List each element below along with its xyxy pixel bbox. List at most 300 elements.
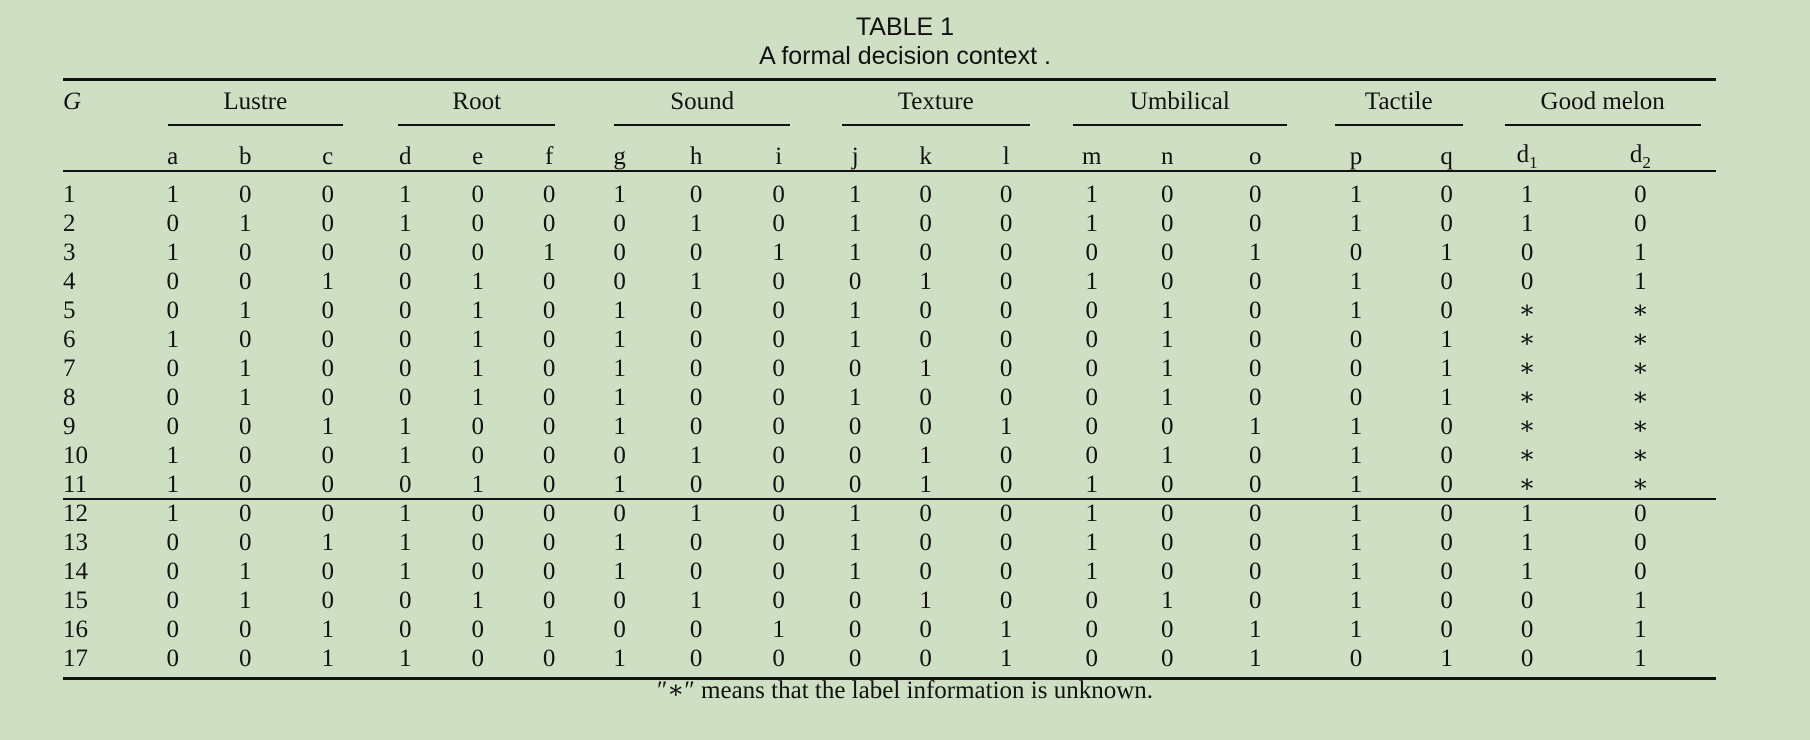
table-cell: 0 xyxy=(772,297,785,324)
table-cell: 0 xyxy=(772,181,785,208)
table-cell: 1 xyxy=(1520,210,1534,237)
table-cell: 1 xyxy=(689,500,703,527)
table-cell: 0 xyxy=(542,268,556,295)
decision-context-table-wrap xyxy=(63,80,1716,673)
table-cell: 1 xyxy=(613,471,626,498)
table-cell: 0 xyxy=(542,355,556,382)
table-cell: 1 xyxy=(848,326,862,353)
attr-header: c xyxy=(322,143,334,170)
table-cell: 1 xyxy=(238,587,252,614)
table-cell: 1 xyxy=(321,413,334,440)
table-cell: 0 xyxy=(166,587,179,614)
table-cell: 0 xyxy=(689,645,703,672)
table-cell: 0 xyxy=(613,616,626,643)
table-cell: 0 xyxy=(471,181,484,208)
table-cell: 0 xyxy=(1634,210,1647,237)
table-cell: 0 xyxy=(321,384,334,411)
table-cell: 1 xyxy=(1085,268,1098,295)
table-cell: 0 xyxy=(999,587,1013,614)
object-id-cell: 6 xyxy=(63,326,76,353)
table-cell: 0 xyxy=(398,297,412,324)
table-cell: 1 xyxy=(1440,239,1453,266)
table-cell: 0 xyxy=(398,326,412,353)
table-cell: 1 xyxy=(1349,181,1363,208)
table-cell: 0 xyxy=(1085,297,1098,324)
table-cell: 0 xyxy=(1634,181,1647,208)
table-cell: 0 xyxy=(999,355,1013,382)
table-cell: 1 xyxy=(919,442,932,469)
table-cell: 1 xyxy=(1634,587,1647,614)
table-cell: 0 xyxy=(1634,529,1647,556)
table-cell: 1 xyxy=(689,268,703,295)
table-cell: 0 xyxy=(689,529,703,556)
table-cell: 0 xyxy=(1160,181,1174,208)
attr-header: j xyxy=(851,143,859,170)
table-cell: 0 xyxy=(919,239,932,266)
table-cell: 1 xyxy=(238,384,252,411)
table-cell: 0 xyxy=(238,500,252,527)
table-cell: 0 xyxy=(321,297,334,324)
attr-header: d xyxy=(398,143,412,170)
table-cell: 0 xyxy=(848,616,862,643)
table-cell: 1 xyxy=(1440,384,1453,411)
table-cell: ∗ xyxy=(1631,355,1649,382)
table-cell: 0 xyxy=(1160,413,1174,440)
table-cell: 0 xyxy=(919,500,932,527)
table-cell: 0 xyxy=(689,413,703,440)
object-id-cell: 2 xyxy=(63,210,76,237)
table-cell: 0 xyxy=(999,239,1013,266)
table-cell: 1 xyxy=(166,500,179,527)
table-cell: 0 xyxy=(919,384,932,411)
table-cell: 0 xyxy=(238,268,252,295)
table-cell: 1 xyxy=(613,326,626,353)
table-cell: 0 xyxy=(772,558,785,585)
table-cell: 0 xyxy=(919,210,932,237)
group-lustre xyxy=(142,80,369,134)
table-cell: 1 xyxy=(166,326,179,353)
table-cell: 0 xyxy=(471,645,484,672)
table-cell: 0 xyxy=(772,413,785,440)
table-cell: 0 xyxy=(848,413,862,440)
table-cell: 0 xyxy=(689,558,703,585)
table-row xyxy=(63,267,1716,296)
table-cell: 1 xyxy=(1085,529,1098,556)
table-cell: 0 xyxy=(999,529,1013,556)
table-row xyxy=(63,383,1716,412)
table-cell: 1 xyxy=(613,529,626,556)
table-cell: ∗ xyxy=(1631,297,1649,324)
table-cell: 0 xyxy=(471,558,484,585)
attr-header: q xyxy=(1440,143,1453,170)
object-id-cell: 10 xyxy=(63,442,88,469)
table-cell: 0 xyxy=(1520,616,1534,643)
table-cell: 0 xyxy=(689,471,703,498)
table-cell: 0 xyxy=(689,239,703,266)
table-cell: 1 xyxy=(772,239,785,266)
table-cell: 1 xyxy=(1440,645,1453,672)
table-cell: 1 xyxy=(238,355,252,382)
table-cell: 0 xyxy=(471,500,484,527)
table-cell: 0 xyxy=(919,645,932,672)
table-cell: 0 xyxy=(1160,471,1174,498)
attr-header: a xyxy=(167,143,179,170)
table-cell: 0 xyxy=(613,268,626,295)
attr-header: h xyxy=(689,143,703,170)
table-cell: 1 xyxy=(613,645,626,672)
group-label-texture: Texture xyxy=(842,88,1030,126)
table-cell: 0 xyxy=(321,500,334,527)
table-cell: 0 xyxy=(613,210,626,237)
table-cell: 1 xyxy=(1085,181,1098,208)
attr-header: l xyxy=(1002,143,1010,170)
table-row xyxy=(63,615,1716,644)
table-cell: 0 xyxy=(1249,471,1262,498)
table-cell: 1 xyxy=(919,355,932,382)
table-cell: 0 xyxy=(166,355,179,382)
table-cell: 0 xyxy=(999,268,1013,295)
table-cell: 1 xyxy=(1520,529,1534,556)
group-texture xyxy=(820,80,1052,134)
table-cell: 0 xyxy=(542,210,556,237)
table-cell: ∗ xyxy=(1631,413,1649,440)
table-cell: 0 xyxy=(1085,239,1098,266)
table-cell: 0 xyxy=(398,471,412,498)
table-cell: 1 xyxy=(398,442,412,469)
object-id-cell: 13 xyxy=(63,529,88,556)
table-cell: 0 xyxy=(321,181,334,208)
table-cell: 1 xyxy=(1160,355,1174,382)
table-cell: 1 xyxy=(613,355,626,382)
object-id-cell: 15 xyxy=(63,587,88,614)
table-cell: 0 xyxy=(1249,210,1262,237)
table-cell: 1 xyxy=(1634,616,1647,643)
table-cell: 0 xyxy=(1349,326,1363,353)
table-caption-text: A formal decision context . xyxy=(759,42,1051,70)
group-label-root: Root xyxy=(398,88,555,126)
table-cell: 1 xyxy=(1249,616,1262,643)
table-cell: 0 xyxy=(166,297,179,324)
table-cell: 1 xyxy=(1634,645,1647,672)
table-cell: 0 xyxy=(166,384,179,411)
table-cell: 0 xyxy=(999,210,1013,237)
object-id-cell: 5 xyxy=(63,297,76,324)
table-cell: 0 xyxy=(1160,268,1174,295)
table-cell: 0 xyxy=(1440,181,1453,208)
table-cell: 0 xyxy=(1249,326,1262,353)
table-cell: ∗ xyxy=(1518,471,1536,498)
table-cell: 1 xyxy=(848,297,862,324)
table-cell: 1 xyxy=(1249,413,1262,440)
table-cell: 1 xyxy=(471,384,484,411)
table-cell: 0 xyxy=(689,616,703,643)
table-cell: 0 xyxy=(689,297,703,324)
table-cell: ∗ xyxy=(1631,442,1649,469)
table-row xyxy=(63,209,1716,238)
table-row xyxy=(63,412,1716,441)
table-cell: 0 xyxy=(689,326,703,353)
table-cell: 1 xyxy=(613,181,626,208)
attr-header-decision: $d_2$ xyxy=(1629,141,1651,172)
table-cell: ∗ xyxy=(1518,355,1536,382)
table-cell: 0 xyxy=(542,587,556,614)
table-cell: 1 xyxy=(238,297,252,324)
table-cell: 1 xyxy=(1349,587,1363,614)
attr-header: f xyxy=(545,143,554,170)
table-cell: 1 xyxy=(321,645,334,672)
table-cell: 0 xyxy=(848,355,862,382)
table-row xyxy=(63,528,1716,557)
table-cell: 1 xyxy=(1160,442,1174,469)
table-cell: 0 xyxy=(1349,384,1363,411)
table-cell: 1 xyxy=(613,297,626,324)
group-good-melon xyxy=(1489,80,1716,134)
table-cell: 0 xyxy=(398,239,412,266)
table-cell: 1 xyxy=(919,587,932,614)
table-cell: 0 xyxy=(1634,558,1647,585)
table-cell: 1 xyxy=(1249,239,1262,266)
table-cell: 0 xyxy=(166,210,179,237)
table-cell: 1 xyxy=(1520,500,1534,527)
table-cell: 0 xyxy=(471,616,484,643)
attr-header: o xyxy=(1249,143,1262,170)
table-cell: 1 xyxy=(1440,355,1453,382)
table-cell: ∗ xyxy=(1631,326,1649,353)
table-cell: 0 xyxy=(321,442,334,469)
table-cell: 1 xyxy=(613,413,626,440)
table-cell: ∗ xyxy=(1518,326,1536,353)
table-cell: 1 xyxy=(166,471,179,498)
attr-header: k xyxy=(919,143,932,170)
object-id-cell: 1 xyxy=(63,181,76,208)
table-cell: 0 xyxy=(398,355,412,382)
table-cell: 0 xyxy=(166,616,179,643)
table-cell: 0 xyxy=(238,616,252,643)
table-row xyxy=(63,470,1716,499)
object-id-cell: 11 xyxy=(63,471,88,498)
attr-header: b xyxy=(238,143,252,170)
group-sound xyxy=(584,80,820,134)
table-cell: 1 xyxy=(321,268,334,295)
table-cell: 1 xyxy=(166,442,179,469)
table-cell: 0 xyxy=(999,384,1013,411)
table-cell: 0 xyxy=(542,645,556,672)
table-cell: 0 xyxy=(542,181,556,208)
table-cell: 1 xyxy=(1085,500,1098,527)
table-cell: 0 xyxy=(919,297,932,324)
table-cell: 0 xyxy=(238,442,252,469)
table-cell: 0 xyxy=(1440,616,1453,643)
table-cell: 1 xyxy=(471,355,484,382)
table-cell: 0 xyxy=(1249,500,1262,527)
table-cell: 1 xyxy=(1160,297,1174,324)
table-cell: 0 xyxy=(1085,645,1098,672)
table-cell: 0 xyxy=(321,210,334,237)
table-cell: 1 xyxy=(613,558,626,585)
table-cell: 0 xyxy=(1440,587,1453,614)
table-cell: 1 xyxy=(689,587,703,614)
table-cell: 0 xyxy=(999,500,1013,527)
table-cell: 1 xyxy=(1349,529,1363,556)
table-cell: 0 xyxy=(772,645,785,672)
table-cell: 0 xyxy=(772,471,785,498)
table-cell: 1 xyxy=(398,210,412,237)
table-cell: 1 xyxy=(1085,558,1098,585)
object-id-cell: 4 xyxy=(63,268,76,295)
table-cell: 0 xyxy=(471,529,484,556)
table-cell: 1 xyxy=(1349,268,1363,295)
table-cell: 1 xyxy=(848,529,862,556)
table-cell: 1 xyxy=(398,181,412,208)
table-cell: 0 xyxy=(999,297,1013,324)
attr-header-decision: $d_1$ xyxy=(1516,141,1538,172)
table-cell: 1 xyxy=(919,471,932,498)
table-cell: 0 xyxy=(999,471,1013,498)
group-label-umbilical: Umbilical xyxy=(1073,88,1287,126)
table-cell: 0 xyxy=(398,268,412,295)
table-row xyxy=(63,644,1716,673)
table-cell: 0 xyxy=(1249,297,1262,324)
table-cell: 0 xyxy=(321,558,334,585)
table-cell: 0 xyxy=(848,645,862,672)
table-cell: 1 xyxy=(398,529,412,556)
object-header: G xyxy=(63,88,82,115)
table-cell: 1 xyxy=(848,558,862,585)
attr-header: i xyxy=(775,143,783,170)
table-cell: 0 xyxy=(772,326,785,353)
group-umbilical xyxy=(1051,80,1308,134)
decision-context-table xyxy=(63,80,1716,673)
table-cell: 1 xyxy=(471,326,484,353)
table-cell: 1 xyxy=(1349,210,1363,237)
object-id-cell: 14 xyxy=(63,558,88,585)
table-cell: 1 xyxy=(471,471,484,498)
table-cell: 0 xyxy=(1440,529,1453,556)
table-cell: 0 xyxy=(1249,181,1262,208)
attr-header: m xyxy=(1082,143,1102,170)
table-cell: 0 xyxy=(471,210,484,237)
table-cell: 1 xyxy=(542,239,556,266)
table-cell: 0 xyxy=(999,558,1013,585)
table-cell: 1 xyxy=(1160,587,1174,614)
table-footnote: ″∗″ means that the label information is unknown. xyxy=(656,677,1154,704)
table-cell: 1 xyxy=(1249,645,1262,672)
table-cell: 0 xyxy=(238,326,252,353)
table-cell: 1 xyxy=(1160,384,1174,411)
table-cell: 0 xyxy=(1085,442,1098,469)
table-cell: 1 xyxy=(1349,413,1363,440)
table-cell: 0 xyxy=(1440,268,1453,295)
table-cell: 0 xyxy=(1160,645,1174,672)
table-cell: 0 xyxy=(1520,645,1534,672)
table-cell: 0 xyxy=(919,326,932,353)
table-cell: 0 xyxy=(1249,587,1262,614)
table-cell: ∗ xyxy=(1518,413,1536,440)
table-cell: 0 xyxy=(613,587,626,614)
table-cell: 0 xyxy=(772,500,785,527)
table-cell: 1 xyxy=(1634,268,1647,295)
table-cell: 1 xyxy=(321,529,334,556)
table-cell: 0 xyxy=(166,268,179,295)
table-cell: 1 xyxy=(321,616,334,643)
table-cell: 0 xyxy=(919,529,932,556)
table-cell: 1 xyxy=(1160,326,1174,353)
table-cell: 1 xyxy=(1349,500,1363,527)
table-cell: 1 xyxy=(238,558,252,585)
table-cell: 0 xyxy=(542,529,556,556)
table-cell: 1 xyxy=(848,239,862,266)
table-cell: 0 xyxy=(1349,355,1363,382)
table-cell: 0 xyxy=(321,239,334,266)
table-cell: 1 xyxy=(1440,326,1453,353)
table-cell: 1 xyxy=(1520,181,1534,208)
table-cell: 0 xyxy=(166,645,179,672)
table-cell: 0 xyxy=(1085,326,1098,353)
table-cell: 0 xyxy=(1085,616,1098,643)
table-cell: 0 xyxy=(542,558,556,585)
table-cell: 0 xyxy=(1634,500,1647,527)
group-tactile xyxy=(1308,80,1489,134)
group-label-tactile: Tactile xyxy=(1335,88,1463,126)
group-header-row xyxy=(63,80,1716,134)
table-cell: 0 xyxy=(1520,268,1534,295)
table-row xyxy=(63,557,1716,586)
group-label-sound: Sound xyxy=(614,88,790,126)
table-cell: 0 xyxy=(398,587,412,614)
attribute-header-row xyxy=(63,134,1716,180)
table-cell: 0 xyxy=(689,181,703,208)
table-cell: 0 xyxy=(471,239,484,266)
table-cell: 1 xyxy=(999,645,1013,672)
table-cell: 0 xyxy=(919,181,932,208)
table-cell: 0 xyxy=(772,210,785,237)
table-cell: 1 xyxy=(238,210,252,237)
table-cell: 1 xyxy=(166,239,179,266)
table-cell: 0 xyxy=(772,268,785,295)
table-cell: 0 xyxy=(398,384,412,411)
table-cell: 0 xyxy=(772,355,785,382)
object-id-cell: 12 xyxy=(63,500,88,527)
table-cell: 0 xyxy=(166,558,179,585)
table-cell: 0 xyxy=(166,529,179,556)
table-cell: 0 xyxy=(772,384,785,411)
table-cell: 0 xyxy=(1440,210,1453,237)
table-cell: 0 xyxy=(772,529,785,556)
table-cell: 0 xyxy=(1520,239,1534,266)
table-cell: 1 xyxy=(471,297,484,324)
table-cell: 0 xyxy=(848,471,862,498)
table-cell: 0 xyxy=(471,442,484,469)
group-label-lustre: Lustre xyxy=(168,88,343,126)
table-cell: 1 xyxy=(542,616,556,643)
table-cell: 0 xyxy=(1249,268,1262,295)
table-cell: 0 xyxy=(1160,210,1174,237)
table-cell: 0 xyxy=(1160,558,1174,585)
object-id-cell: 3 xyxy=(63,239,76,266)
table-cell: 1 xyxy=(1349,616,1363,643)
table-cell: 0 xyxy=(848,268,862,295)
group-label-good-melon: Good melon xyxy=(1505,88,1701,126)
table-cell: 0 xyxy=(999,326,1013,353)
table-cell: 0 xyxy=(1160,529,1174,556)
table-cell: 0 xyxy=(542,442,556,469)
table-cell: 1 xyxy=(919,268,932,295)
table-body xyxy=(63,180,1716,673)
table-cell: 0 xyxy=(542,500,556,527)
table-row xyxy=(63,238,1716,267)
table-cell: 0 xyxy=(238,181,252,208)
table-cell: 0 xyxy=(1440,471,1453,498)
